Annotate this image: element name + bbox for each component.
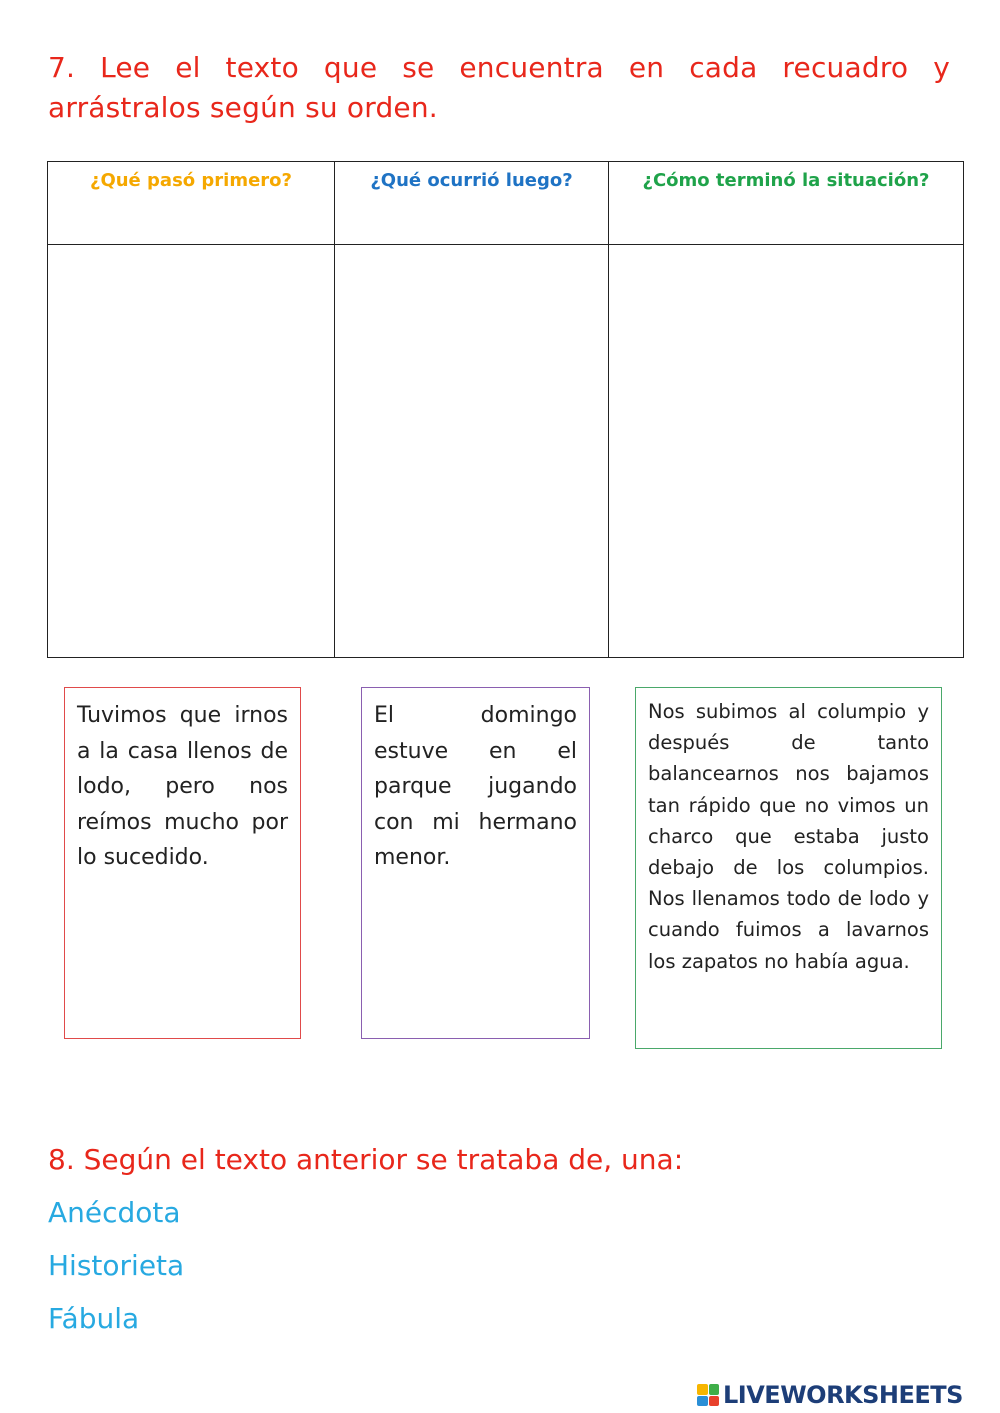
liveworksheets-logo-icon [697, 1384, 719, 1406]
draggable-card-ending[interactable] [64, 687, 301, 1039]
question-7-title: 7. Lee el texto que se encuentra en cada recuadro y arrástralos según su orden. [48, 51, 950, 124]
draggable-card-middle[interactable] [635, 687, 942, 1049]
card-text: Tuvimos que irnos a la casa llenos de lodo, pero nos reímos mucho por lo sucedido. [77, 703, 288, 870]
logo-text: LIVEWORKSHEETS [723, 1381, 963, 1409]
liveworksheets-logo [697, 1381, 963, 1409]
question-8-title: 8. Según el texto anterior se trataba de, una: [48, 1143, 684, 1176]
drop-zone-then[interactable] [335, 245, 609, 658]
answer-option-anecdota[interactable]: Anécdota [48, 1196, 181, 1229]
column-label-first: ¿Qué pasó primero? [90, 170, 292, 191]
drop-zone-first[interactable] [48, 245, 335, 658]
draggable-card-beginning[interactable] [361, 687, 590, 1039]
drop-zone-end[interactable] [609, 245, 964, 658]
column-label-then: ¿Qué ocurrió luego? [370, 170, 573, 191]
column-header-end [609, 162, 964, 245]
answer-option-historieta[interactable]: Historieta [48, 1249, 185, 1282]
card-text: Nos subimos al columpio y después de tanto balancearnos nos bajamos tan rápido que no vimos un charco que estaba justo debajo de los columpios. Nos llenamos todo de lodo y cuando fuimos a lavarnos los zapatos no había agua. [648, 700, 929, 973]
column-label-end: ¿Cómo terminó la situación? [642, 170, 930, 191]
column-header-first [48, 162, 335, 245]
card-text: El domingo estuve en el parque jugando con mi hermano menor. [374, 703, 577, 870]
answer-option-fabula[interactable]: Fábula [48, 1302, 140, 1335]
order-table [47, 161, 964, 658]
column-header-then [335, 162, 609, 245]
